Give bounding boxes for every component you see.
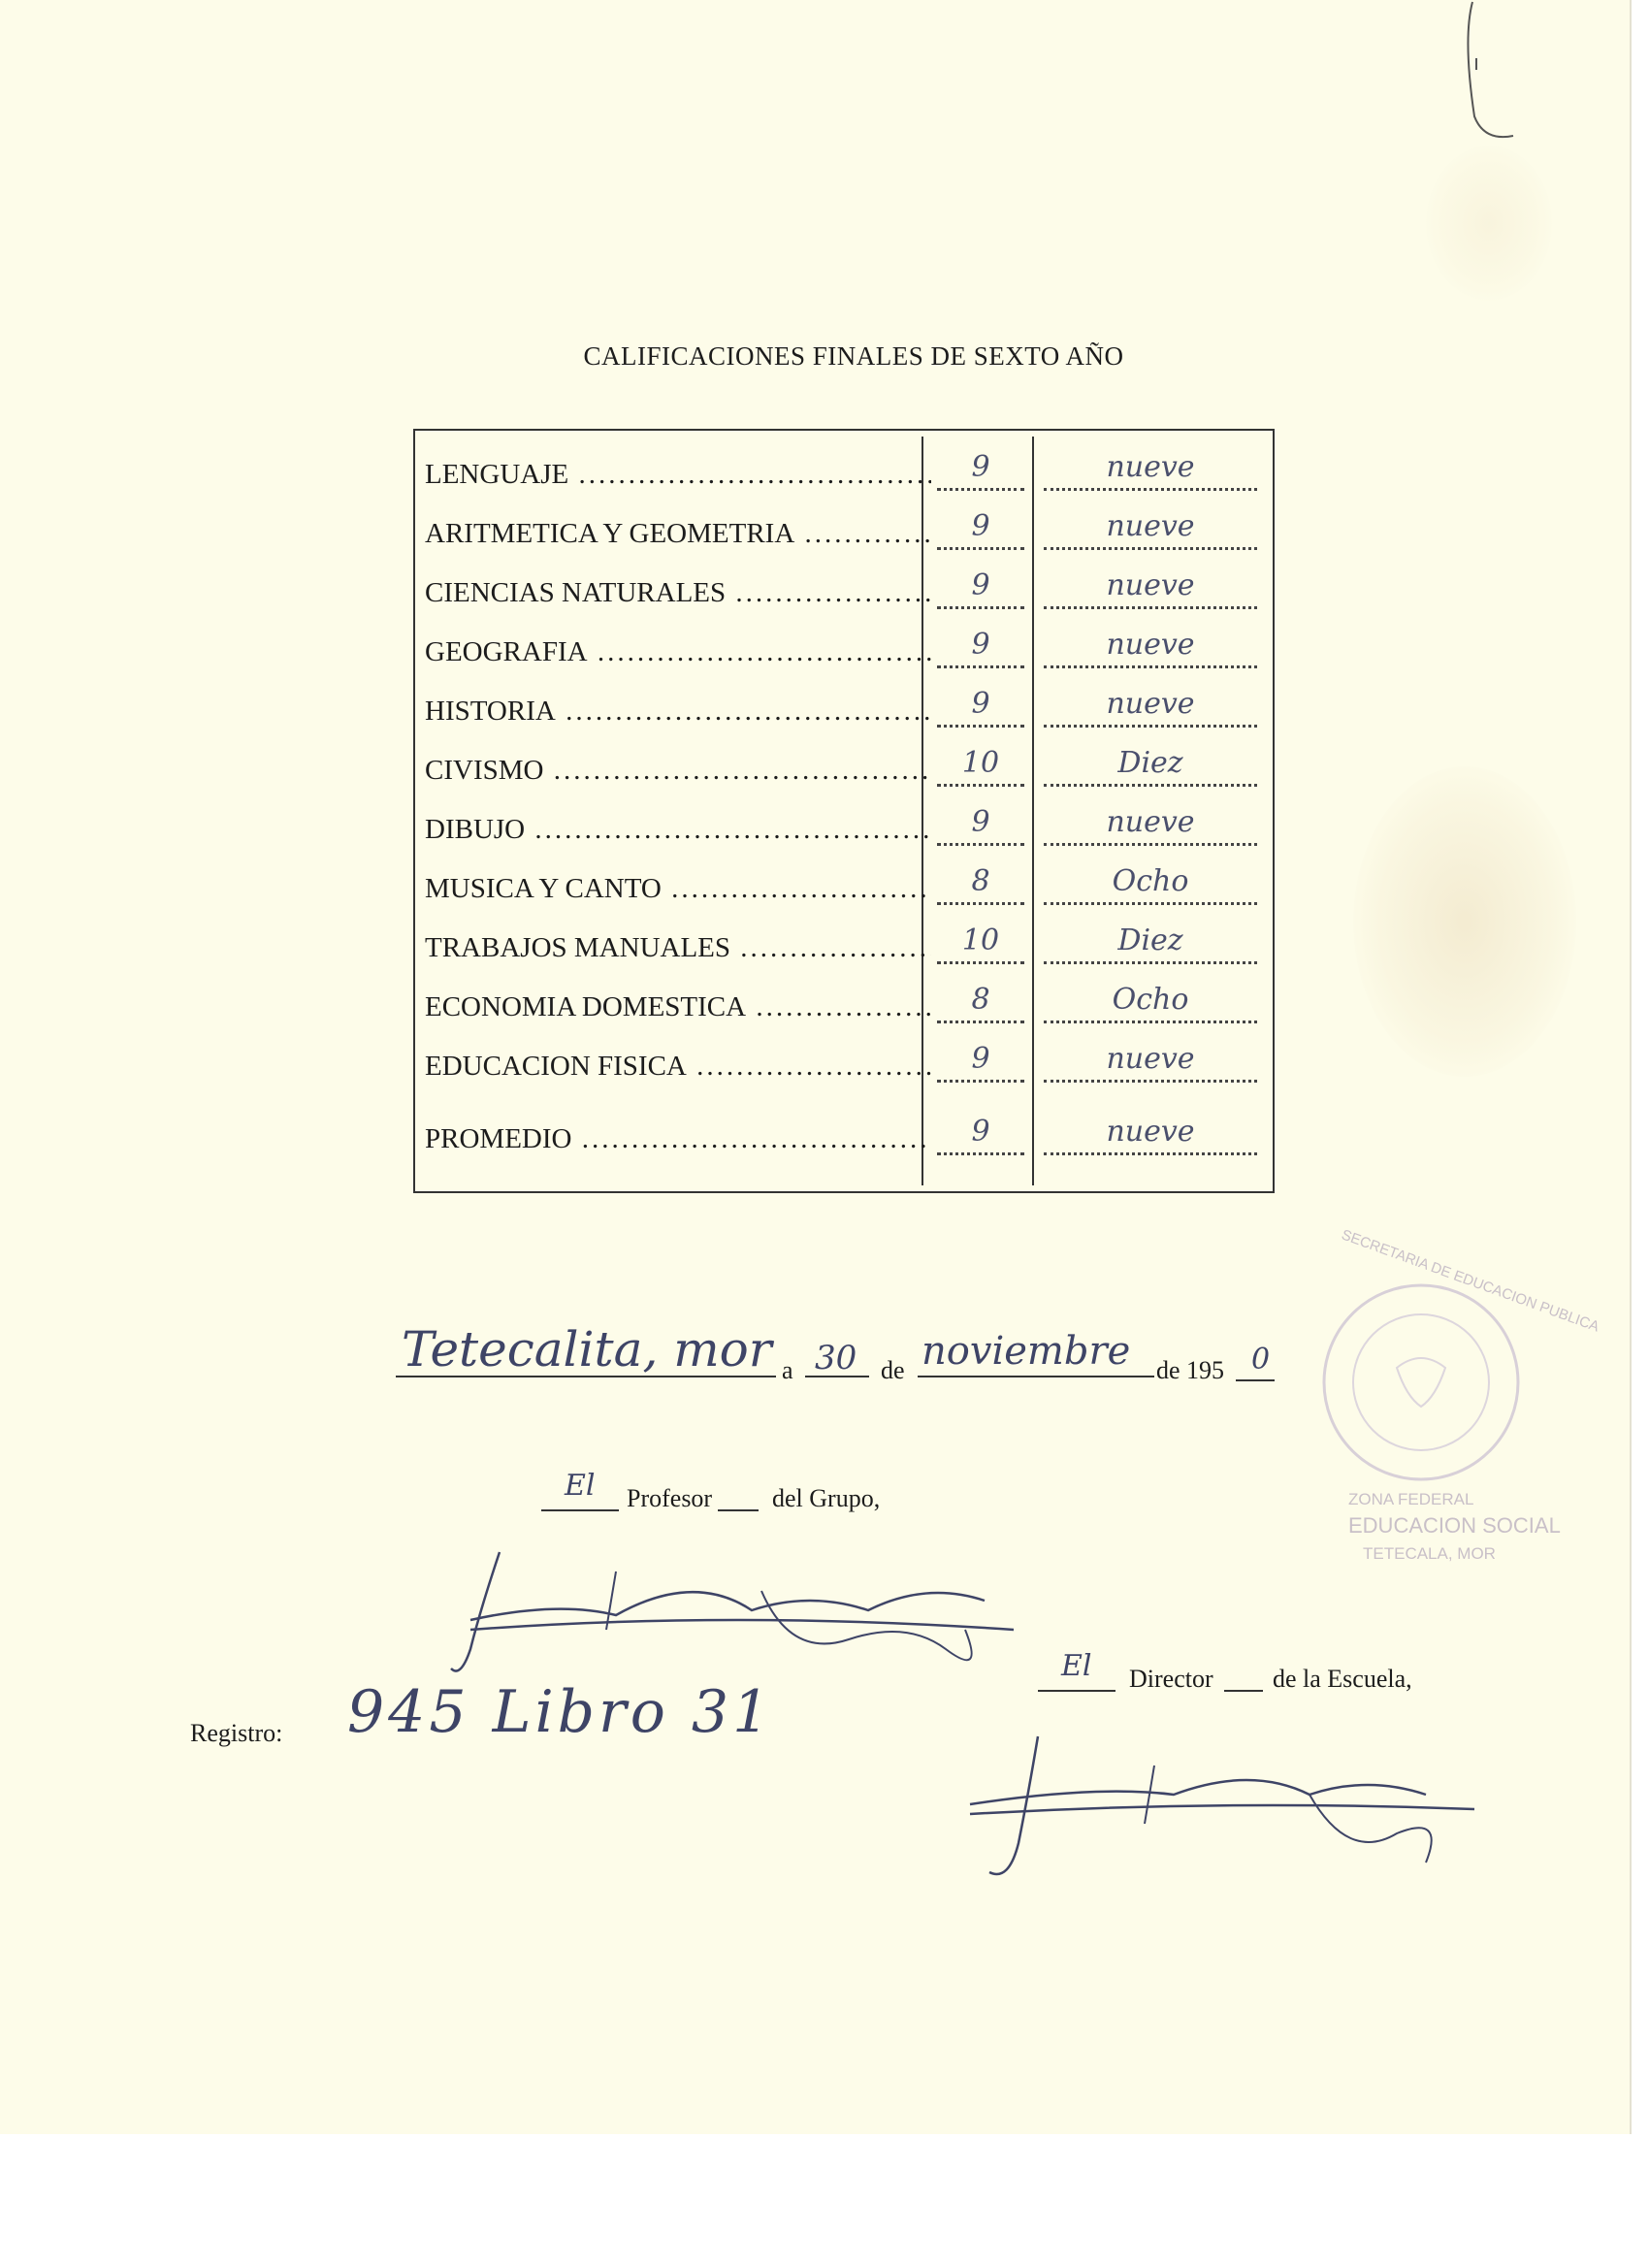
numeric-grade: 8 [937, 984, 1024, 1023]
registro-value: 945 Libro 31 [347, 1678, 774, 1746]
faded-stamp-mark [1353, 766, 1576, 1077]
numeric-grade: 9 [937, 1116, 1024, 1155]
grade-in-words: nueve [1044, 806, 1257, 846]
numeric-grade: 9 [937, 510, 1024, 550]
year-prefix: de 195 [1156, 1356, 1225, 1384]
subject-label: GEOGRAFIA ..... [425, 636, 931, 668]
article-field [1038, 1690, 1116, 1692]
clip-mark-icon [1455, 0, 1552, 146]
teacher-role: Profesor [627, 1484, 713, 1512]
subject-label: DIBUJO ..... [425, 814, 931, 846]
numeric-grade: 9 [937, 569, 1024, 609]
gender-field [718, 1509, 759, 1511]
grade-in-words: Diez [1044, 747, 1257, 787]
table-row [415, 922, 1273, 970]
numeric-grade: 8 [937, 865, 1024, 905]
director-school: de la Escuela, [1273, 1665, 1412, 1693]
grade-in-words: nueve [1044, 688, 1257, 728]
numeric-grade: 10 [937, 747, 1024, 787]
stamp-line: TETECALA, MOR [1363, 1544, 1496, 1563]
numeric-grade: 9 [937, 1043, 1024, 1083]
subject-label: TRABAJOS MANUALES ..... [425, 932, 931, 964]
table-row [415, 685, 1273, 733]
grade-in-words: nueve [1044, 451, 1257, 491]
month-field [918, 1376, 1154, 1377]
numeric-grade: 9 [937, 806, 1024, 846]
numeric-grade: 9 [937, 629, 1024, 668]
grades-table [413, 429, 1275, 1193]
table-row [415, 981, 1273, 1029]
stamp-line: EDUCACION SOCIAL [1348, 1513, 1561, 1538]
month-value: noviembre [922, 1329, 1131, 1374]
date-connector: de [881, 1356, 905, 1384]
subject-label: PROMEDIO ..... [425, 1123, 931, 1155]
grade-in-words: Ocho [1044, 865, 1257, 905]
table-row [415, 1113, 1273, 1161]
faded-stamp-mark [1426, 146, 1552, 301]
grade-in-words: Ocho [1044, 984, 1257, 1023]
subject-label: LENGUAJE ..... [425, 459, 931, 491]
table-row [415, 1040, 1273, 1088]
teacher-article: El [565, 1469, 596, 1503]
gender-field [1224, 1690, 1263, 1692]
grade-in-words: nueve [1044, 1043, 1257, 1083]
subject-label: HISTORIA ..... [425, 696, 931, 728]
table-row [415, 567, 1273, 615]
grade-in-words: Diez [1044, 924, 1257, 964]
year-value: 0 [1251, 1343, 1271, 1377]
grade-in-words: nueve [1044, 510, 1257, 550]
table-row [415, 862, 1273, 911]
date-connector: a [782, 1356, 793, 1384]
stamp-line: ZONA FEDERAL [1348, 1490, 1474, 1508]
registro-label: Registro: [190, 1719, 283, 1747]
numeric-grade: 9 [937, 451, 1024, 491]
subject-label: MUSICA Y CANTO ..... [425, 873, 931, 905]
director-role: Director [1129, 1665, 1213, 1693]
grade-in-words: nueve [1044, 629, 1257, 668]
grade-in-words: nueve [1044, 1116, 1257, 1155]
year-field [1236, 1379, 1275, 1381]
director-article: El [1061, 1649, 1092, 1683]
table-row [415, 507, 1273, 556]
subject-label: ECONOMIA DOMESTICA ..... [425, 991, 931, 1023]
subject-label: ARITMETICA Y GEOMETRIA ..... [425, 518, 931, 550]
numeric-grade: 9 [937, 688, 1024, 728]
subject-label: CIENCIAS NATURALES ..... [425, 577, 931, 609]
table-row [415, 744, 1273, 793]
page-title: CALIFICACIONES FINALES DE SEXTO AÑO [583, 341, 1124, 371]
teacher-group: del Grupo, [772, 1484, 881, 1512]
place-value: Tetecalita, mor [402, 1321, 772, 1377]
subject-label: CIVISMO ..... [425, 755, 931, 787]
table-row [415, 448, 1273, 497]
day-value: 30 [815, 1339, 857, 1377]
article-field [541, 1509, 619, 1511]
table-row [415, 626, 1273, 674]
stamp-line: SECRETARIA DE EDUCACION PUBLICA [1339, 1226, 1601, 1336]
official-seal-icon [1310, 1271, 1533, 1494]
numeric-grade: 10 [937, 924, 1024, 964]
subject-label: EDUCACION FISICA ..... [425, 1051, 931, 1083]
table-row [415, 803, 1273, 852]
grade-in-words: nueve [1044, 569, 1257, 609]
